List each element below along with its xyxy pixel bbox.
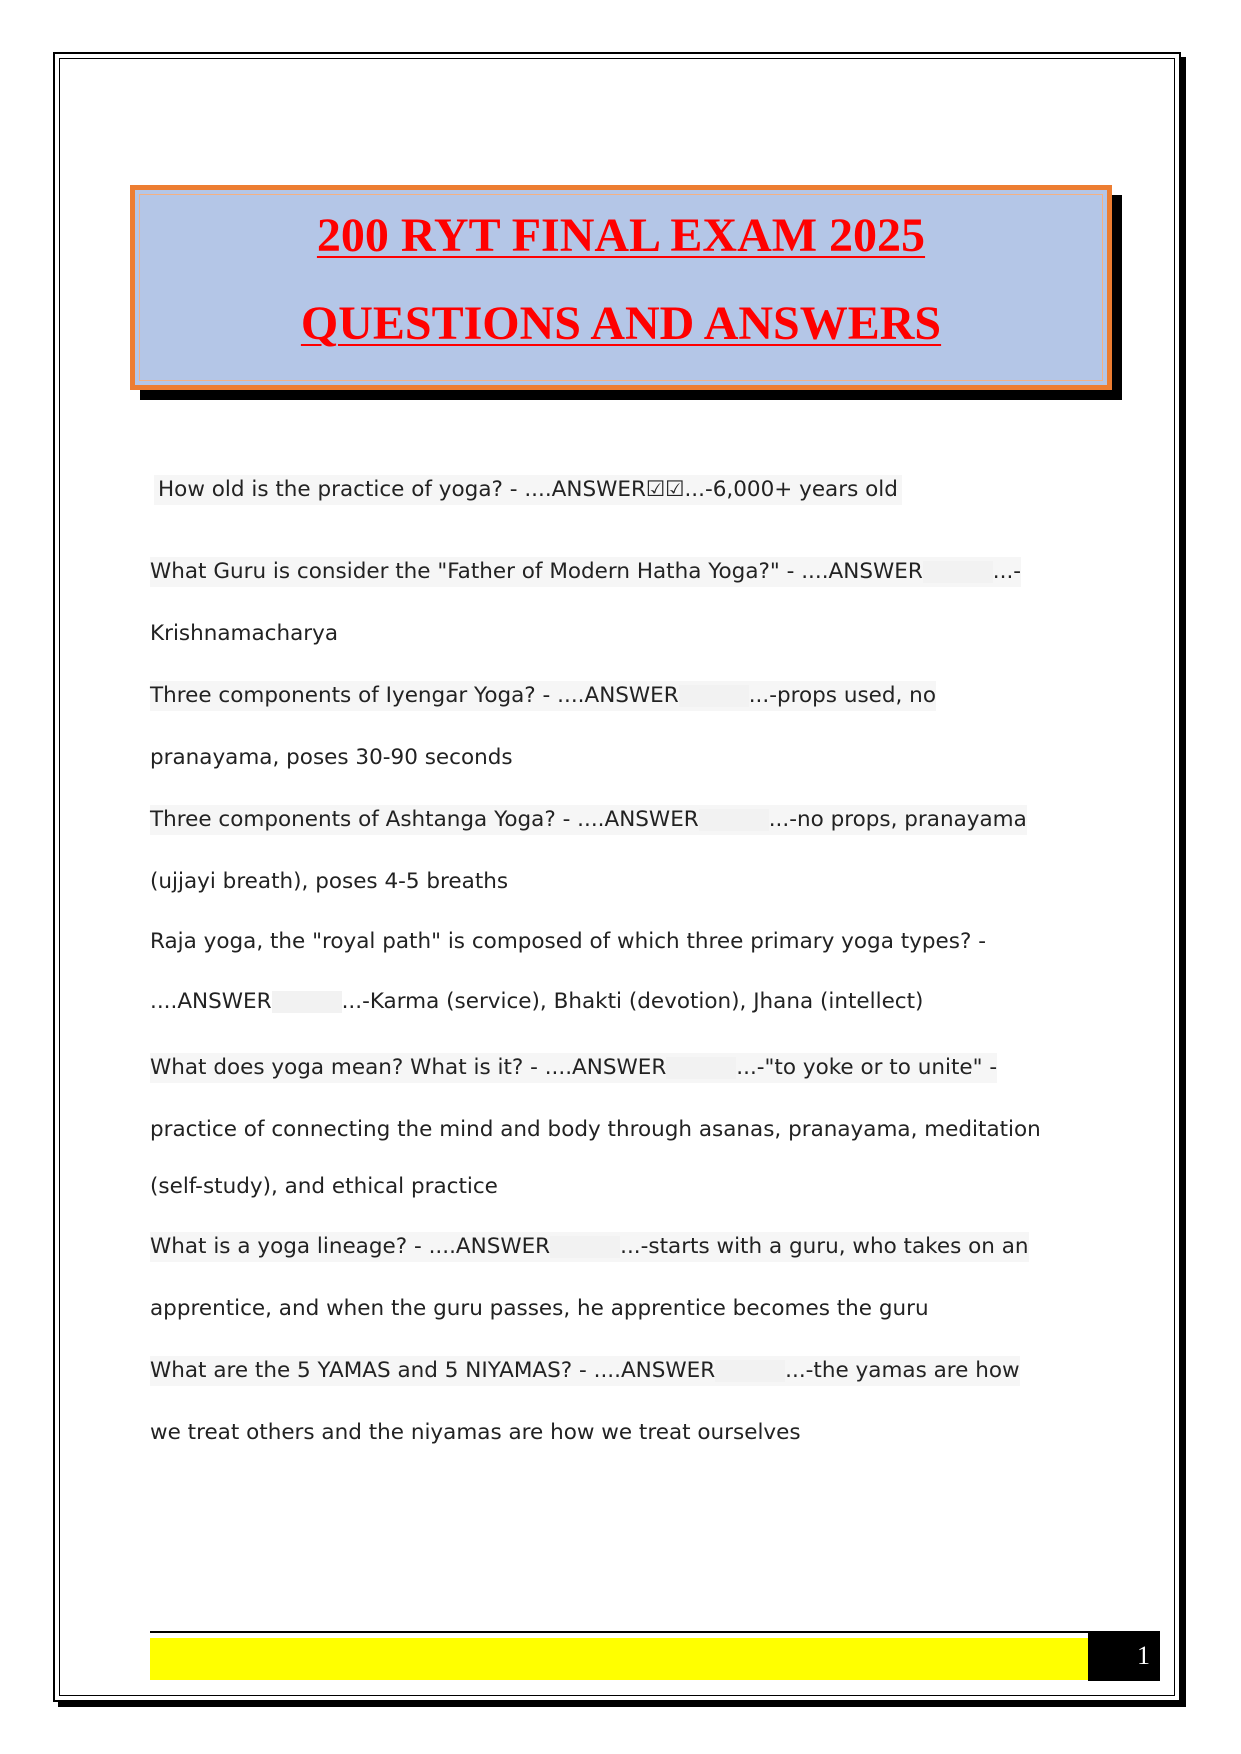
qa-item-4-continuation: (ujjayi breath), poses 4-5 breaths xyxy=(150,869,509,894)
title-box xyxy=(130,185,1112,390)
answer-gap xyxy=(666,1057,736,1079)
qa-item-1 xyxy=(154,475,902,505)
qa-item-3-question xyxy=(150,681,936,711)
answer-gap xyxy=(679,685,749,707)
qa-item-8-question xyxy=(150,1356,1020,1386)
page-title-line-1: 200 RYT FINAL EXAM 2025 xyxy=(316,209,926,262)
qa-item-3-continuation: pranayama, poses 30-90 seconds xyxy=(150,745,513,770)
qa-answer: ...-"to yoke or to unite" - xyxy=(736,1055,998,1080)
qa-item-7-continuation: apprentice, and when the guru passes, he apprentice becomes the guru xyxy=(150,1296,929,1321)
qa-item-6-continuation-2: (self-study), and ethical practice xyxy=(150,1174,498,1199)
qa-item-2-continuation: Krishnamacharya xyxy=(150,621,339,646)
qa-item-6-question xyxy=(150,1053,997,1083)
qa-text: How old is the practice of yoga? - ....ANSWER☑☑...-6,000+ years old xyxy=(158,477,898,502)
footer-bar xyxy=(150,1638,1088,1680)
qa-item-6-continuation: practice of connecting the mind and body through asanas, pranayama, meditation xyxy=(150,1117,1041,1142)
qa-item-5-answer-line xyxy=(150,987,923,1017)
qa-answer: ...-Karma (service), Bhakti (devotion), Jhana (intellect) xyxy=(341,989,924,1014)
qa-question: ....ANSWER xyxy=(150,989,272,1014)
qa-item-7-question xyxy=(150,1232,1029,1262)
qa-answer: ...-props used, no xyxy=(748,683,936,708)
page-title-line-2: QUESTIONS AND ANSWERS xyxy=(300,297,942,350)
qa-question: Three components of Iyengar Yoga? - ....ANSWER xyxy=(150,683,679,708)
qa-question: What is a yoga lineage? - ....ANSWER xyxy=(150,1234,551,1259)
qa-question: What Guru is consider the "Father of Modern Hatha Yoga?" - ....ANSWER xyxy=(150,559,923,584)
answer-gap xyxy=(550,1236,620,1258)
qa-item-8-continuation: we treat others and the niyamas are how we treat ourselves xyxy=(150,1420,801,1445)
qa-question: What are the 5 YAMAS and 5 NIYAMAS? - ....ANSWER xyxy=(150,1358,716,1383)
qa-answer: ...-starts with a guru, who takes on an xyxy=(620,1234,1029,1259)
qa-answer: ...- xyxy=(992,559,1022,584)
qa-answer: ...-the yamas are how xyxy=(785,1358,1020,1383)
answer-gap xyxy=(272,991,342,1013)
qa-item-2-question xyxy=(150,557,1021,587)
qa-answer: ...-no props, pranayama xyxy=(768,807,1027,832)
qa-question: What does yoga mean? What is it? - ....ANSWER xyxy=(150,1055,667,1080)
page-number: 1 xyxy=(1088,1631,1160,1681)
answer-gap xyxy=(923,561,993,583)
qa-item-4-question xyxy=(150,805,1027,835)
footer-rule xyxy=(150,1631,1088,1633)
answer-gap xyxy=(699,809,769,831)
qa-question: Three components of Ashtanga Yoga? - ....ANSWER xyxy=(150,807,699,832)
qa-item-5-question: Raja yoga, the "royal path" is composed of which three primary yoga types? - xyxy=(150,929,986,954)
answer-gap xyxy=(715,1360,785,1382)
